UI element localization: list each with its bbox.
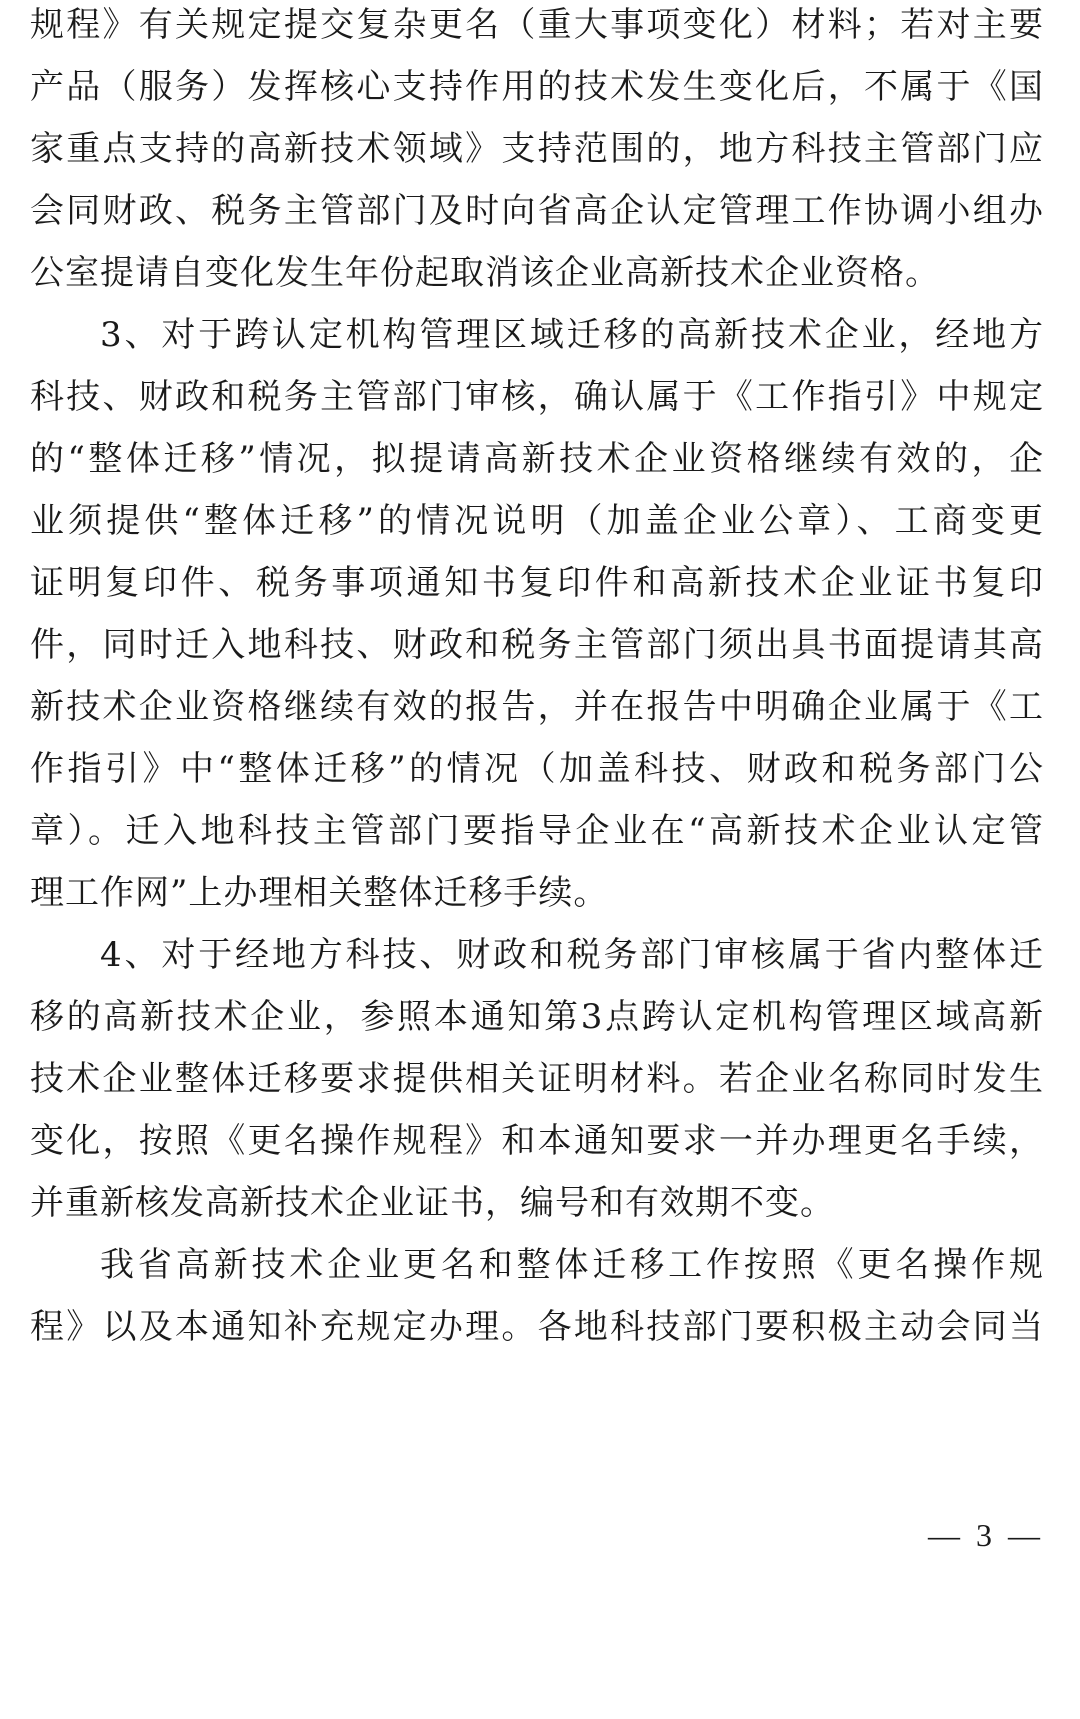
- text-line: 移的高新技术企业，参照本通知第3点跨认定机构管理区域高新: [30, 997, 1044, 1037]
- text-line: 产品（服务）发挥核心支持作用的技术发生变化后，不属于《国: [30, 67, 1044, 107]
- text-line: 业须提供“整体迁移”的情况说明（加盖企业公章）、工商变更: [30, 501, 1044, 541]
- text-line: 会同财政、税务主管部门及时向省高企认定管理工作协调小组办: [30, 191, 1044, 231]
- text-line: 规程》有关规定提交复杂更名（重大事项变化）材料；若对主要: [30, 5, 1044, 45]
- text-line: 证明复印件、税务事项通知书复印件和高新技术企业证书复印: [30, 563, 1044, 603]
- text-line: 件，同时迁入地科技、财政和税务主管部门须出具书面提请其高: [30, 625, 1044, 665]
- closing-paragraph-first-line: 我省高新技术企业更名和整体迁移工作按照《更名操作规: [100, 1245, 1044, 1285]
- page-number: — 3 —: [928, 1517, 1044, 1553]
- text-line: 技术企业整体迁移要求提供相关证明材料。若企业名称同时发生: [30, 1059, 1044, 1099]
- text-line: 章）。迁入地科技主管部门要指导企业在“高新技术企业认定管: [30, 811, 1044, 851]
- text-line: 程》以及本通知补充规定办理。各地科技部门要积极主动会同当: [30, 1307, 1044, 1347]
- text-line: 科技、财政和税务主管部门审核，确认属于《工作指引》中规定: [30, 377, 1044, 417]
- text-line: 的“整体迁移”情况，拟提请高新技术企业资格继续有效的，企: [30, 439, 1044, 479]
- text-line: 变化，按照《更名操作规程》和本通知要求一并办理更名手续，: [30, 1121, 1044, 1161]
- text-line: 作指引》中“整体迁移”的情况（加盖科技、财政和税务部门公: [30, 749, 1044, 789]
- text-line: 理工作网”上办理相关整体迁移手续。: [30, 873, 609, 913]
- text-line: 新技术企业资格继续有效的报告，并在报告中明确企业属于《工: [30, 687, 1044, 727]
- text-line: 公室提请自变化发生年份起取消该企业高新技术企业资格。: [30, 253, 940, 293]
- text-line: 家重点支持的高新技术领域》支持范围的，地方科技主管部门应: [30, 129, 1044, 169]
- paragraph-4-first-line: 4、对于经地方科技、财政和税务部门审核属于省内整体迁: [100, 935, 1044, 975]
- paragraph-3-first-line: 3、对于跨认定机构管理区域迁移的高新技术企业，经地方: [100, 315, 1044, 355]
- text-line: 并重新核发高新技术企业证书，编号和有效期不变。: [30, 1183, 835, 1223]
